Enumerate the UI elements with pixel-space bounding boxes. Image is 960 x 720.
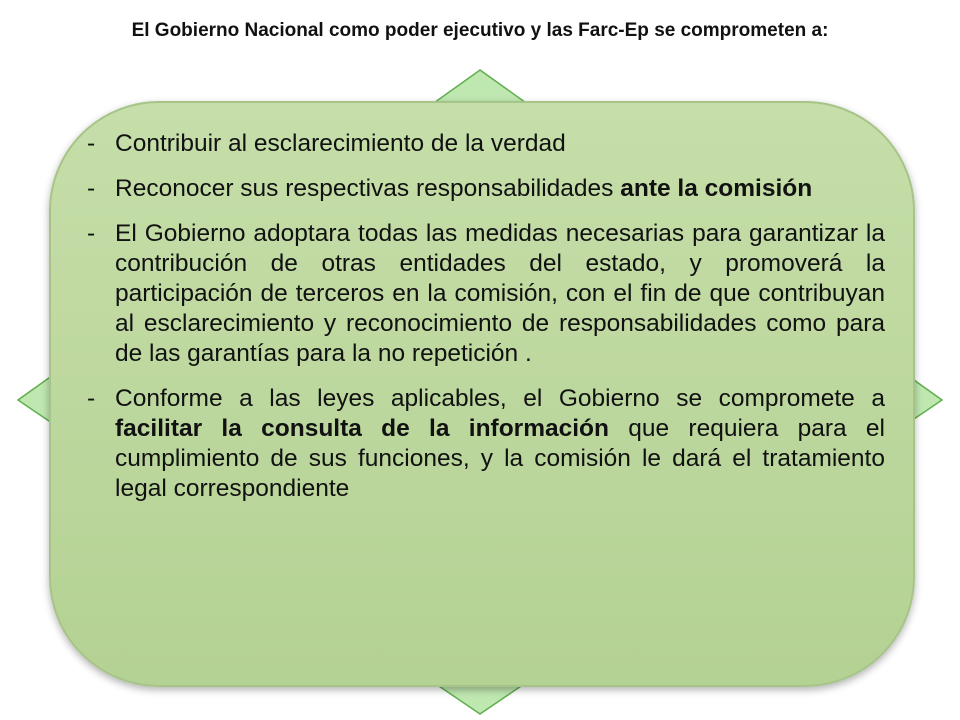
bullet-dash: -	[87, 175, 96, 202]
list-item	[79, 219, 885, 369]
page-title: El Gobierno Nacional como poder ejecutivo y las Farc-Ep se comprometen a:	[131, 20, 829, 41]
item-text-continued: que requiera para el cumplimiento de sus funciones, y la comisión le dará el tratamiento legal correspondiente	[115, 415, 885, 502]
item-text: El Gobierno adoptara todas las medidas necesarias para garantizar la contribución de otras entidades del estado, y promoverá la participación de terceros en la comisión, con el fin de que contribuyan al esclarecimiento y reconocimiento de responsabilidades como para de las garantías para la no repetición .	[115, 220, 885, 367]
bullet-dash: -	[87, 130, 96, 157]
commitments-card	[49, 101, 915, 687]
item-bold-text: ante la comisión	[620, 175, 813, 202]
bullet-dash: -	[87, 220, 96, 247]
item-text: Conforme a las leyes aplicables, el Gobierno se compromete a	[115, 385, 885, 412]
list-item	[79, 129, 885, 159]
item-text: Reconocer sus respectivas responsabilidades	[115, 175, 621, 202]
bullet-dash: -	[87, 385, 96, 412]
list-item	[79, 174, 885, 204]
item-text: Contribuir al esclarecimiento de la verdad	[115, 130, 566, 157]
list-item	[79, 384, 885, 504]
item-bold-text: facilitar la consulta de la información	[115, 415, 609, 442]
commitments-list	[79, 129, 885, 504]
